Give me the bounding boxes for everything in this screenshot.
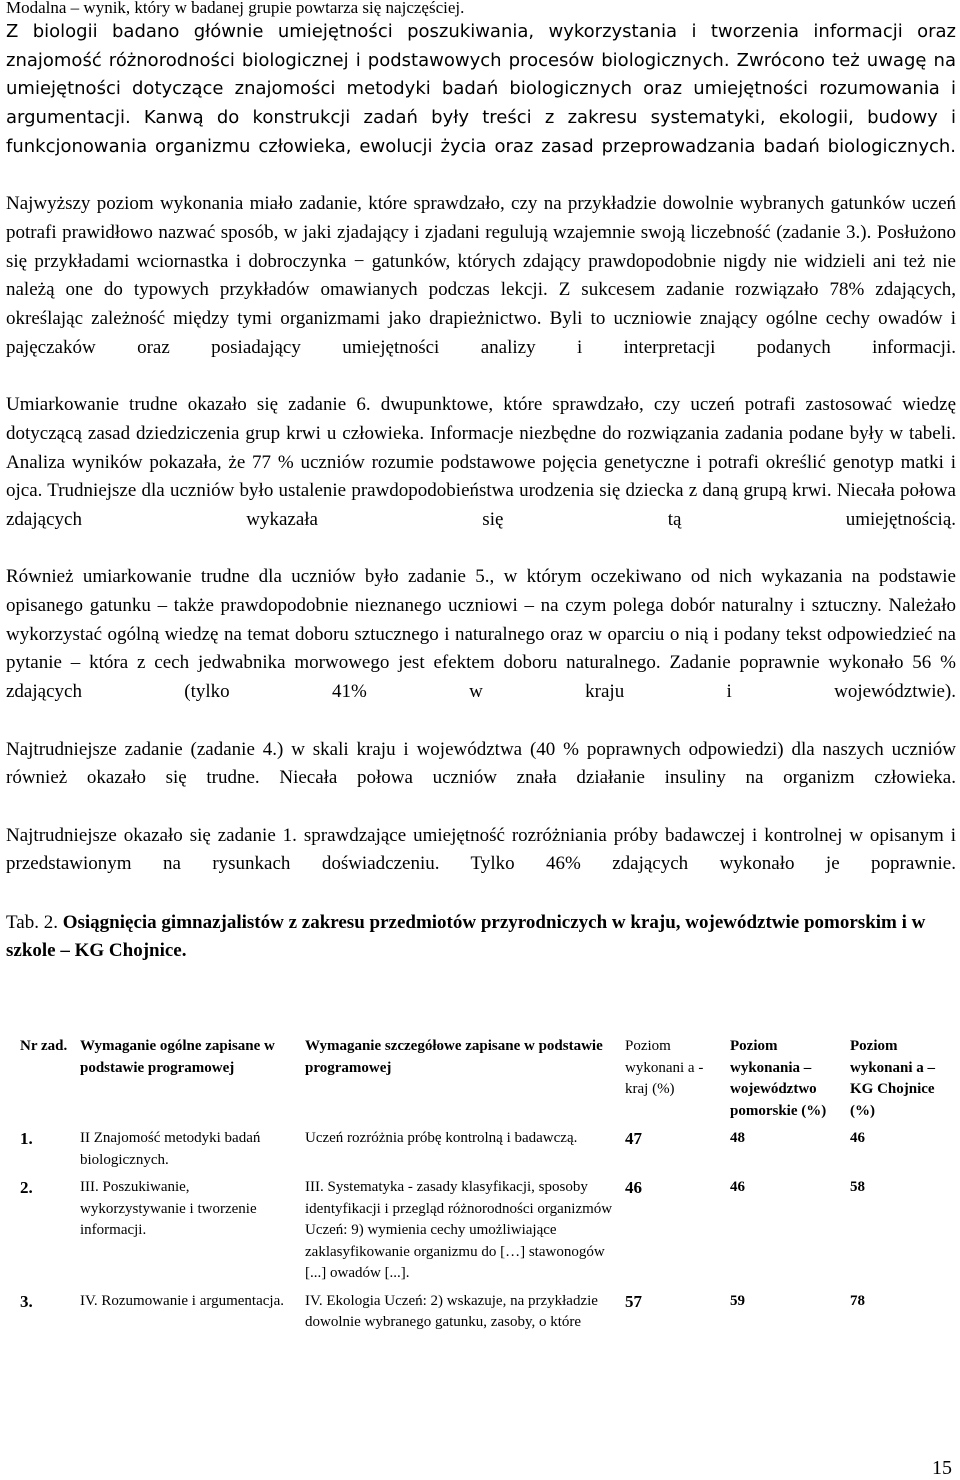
row-nr: 3. [20, 1291, 33, 1311]
table-row [12, 1285, 950, 1334]
results-table [12, 1030, 950, 1334]
row-detailed: III. Systematyka - zasady klasyfikacji, sposoby identyfikacji i przegląd różnorodności organizmów Uczeń: 9) wymienia cechy umożliwiające zaklasyfikowanie organizmu do […] stawonogów [...] owadów [...]. [305, 1179, 613, 1281]
row-country: 57 [625, 1291, 642, 1311]
row-country: 46 [625, 1178, 642, 1197]
table-row [12, 1171, 950, 1285]
paragraph-hardest-4: Najtrudniejsze zadanie (zadanie 4.) w skali kraju i województwa (40 % poprawnych odpowiedzi) dla naszych uczniów również okazało się trudne. Niecała połowa uczniów znała działanie insuliny na organizm człowieka. [6, 738, 956, 789]
page-number: 15 [932, 1457, 952, 1479]
row-school: 46 [850, 1130, 865, 1146]
row-general: III. Poszukiwanie, wykorzystywanie i tworzenie informacji. [80, 1179, 257, 1238]
header-nr: Nr zad. [20, 1038, 68, 1054]
row-province: 48 [730, 1130, 745, 1146]
caption-prefix: Tab. 2. [6, 911, 63, 933]
header-general: Wymaganie ogólne zapisane w podstawie programowej [80, 1038, 275, 1076]
document-page [6, 0, 956, 965]
paragraph-hardest-1: Najtrudniejsze okazało się zadanie 1. sprawdzające umiejętność rozróżniania próby badawczej i kontrolnej w opisanym i przedstawionym na rysunkach doświadczeniu. Tylko 46% zdających wykonało je poprawnie. [6, 824, 956, 875]
row-country: 47 [625, 1129, 642, 1148]
definition-line: Modalna – wynik, który w badanej grupie powtarza się najczęściej. [6, 0, 465, 17]
paragraph-highest: Najwyższy poziom wykonania miało zadanie, które sprawdzało, czy na przykładzie dowolnie wybranych gatunków uczeń potrafi prawidłowo nazwać sposób, w jaki zjadający i zjadani regulują wzajemnie swoją liczebność (zadanie 3.). Posłużono się przykładami wciornastka i dobroczynka − gatunków, których zdający prawdopodobnie nigdy nie widzieli ani też nie należą one do typowych przykładów omawianych podczas lekcji. Z sukcesem zadanie rozwiązało 78% zdających, określając zależność między tymi organizmami jako drapieżnictwo. Byli to uczniowie znający ogólne cechy owadów i pajęczaków oraz posiadający umiejętności analizy i interpretacji podanych informacji. [6, 193, 956, 358]
row-general: IV. Rozumowanie i argumentacja. [80, 1292, 284, 1309]
header-country: Poziom wykonani a - kraj (%) [625, 1038, 704, 1097]
paragraph-moderate-5: Również umiarkowanie trudne dla uczniów było zadanie 5., w którym oczekiwano od nich wykazania na podstawie opisanego gatunku – także prawdopodobnie nieznanego uczniowi – na czym polega dobór naturalny i sztuczny. Należało wykorzystać ogólną wiedzę na temat doboru sztucznego i naturalnego oraz w oparciu o nią i podany tekst odpowiedzieć na pytanie – która z cech jedwabnika morwowego jest efektem doboru naturalnego. Zadanie poprawnie wykonało 56 % zdających (tylko 41% w kraju i województwie). [6, 566, 956, 703]
table-header-row [12, 1030, 950, 1122]
row-nr: 2. [20, 1178, 33, 1197]
header-detailed: Wymaganie szczegółowe zapisane w podstawie programowej [305, 1038, 603, 1076]
row-general: II Znajomość metodyki badań biologicznych. [80, 1130, 261, 1168]
row-province: 46 [730, 1179, 745, 1195]
row-detailed: IV. Ekologia Uczeń: 2) wskazuje, na przykładzie dowolnie wybranego gatunku, zasoby, o które [305, 1292, 598, 1330]
row-school: 78 [850, 1292, 865, 1309]
caption-title: Osiągnięcia gimnazjalistów z zakresu przedmiotów przyrodniczych w kraju, województwie pomorskim i w szkole – KG Chojnice. [6, 911, 926, 961]
row-province: 59 [730, 1292, 745, 1309]
paragraph-moderate-6: Umiarkowanie trudne okazało się zadanie 6. dwupunktowe, które sprawdzało, czy uczeń potrafi zastosować wiedzę dotyczącą zasad dziedziczenia grup krwi u człowieka. Informacje niezbędne do rozwiązania zadania podane były w tabeli. Analiza wyników pokazała, że 77 % uczniów rozumie podstawowe pojęcia genetyczne i potrafi określić genotyp matki i ojca. Trudniejsze dla uczniów było ustalenie prawdopodobieństwa urodzenia się dziecka z daną grupą krwi. Niecała połowa zdających wykazała się tą umiejętnością. [6, 394, 956, 530]
table-caption [6, 909, 956, 965]
header-school: Poziom wykonani a – KG Chojnice (%) [850, 1038, 936, 1119]
paragraph-intro: Z biologii badano głównie umiejętności poszukiwania, wykorzystania i tworzenia informacji oraz znajomość różnorodności biologicznej i podstawowych procesów biologicznych. Zwrócono też uwagę na umiejętności dotyczące znajomości metodyki badań biologicznych oraz umiejętności rozumowania i argumentacji. Kanwą do konstrukcji zadań były treści z zakresu systematyki, ekologii, budowy i funkcjonowania organizmu człowieka, ewolucji życia oraz zasad przeprowadzania badań biologicznych. [6, 21, 956, 157]
table-row [12, 1122, 950, 1171]
row-school: 58 [850, 1179, 865, 1195]
row-detailed: Uczeń rozróżnia próbę kontrolną i badawczą. [305, 1130, 578, 1146]
row-nr: 1. [20, 1129, 33, 1148]
header-province: Poziom wykonania – województwo pomorskie (%) [730, 1038, 827, 1119]
